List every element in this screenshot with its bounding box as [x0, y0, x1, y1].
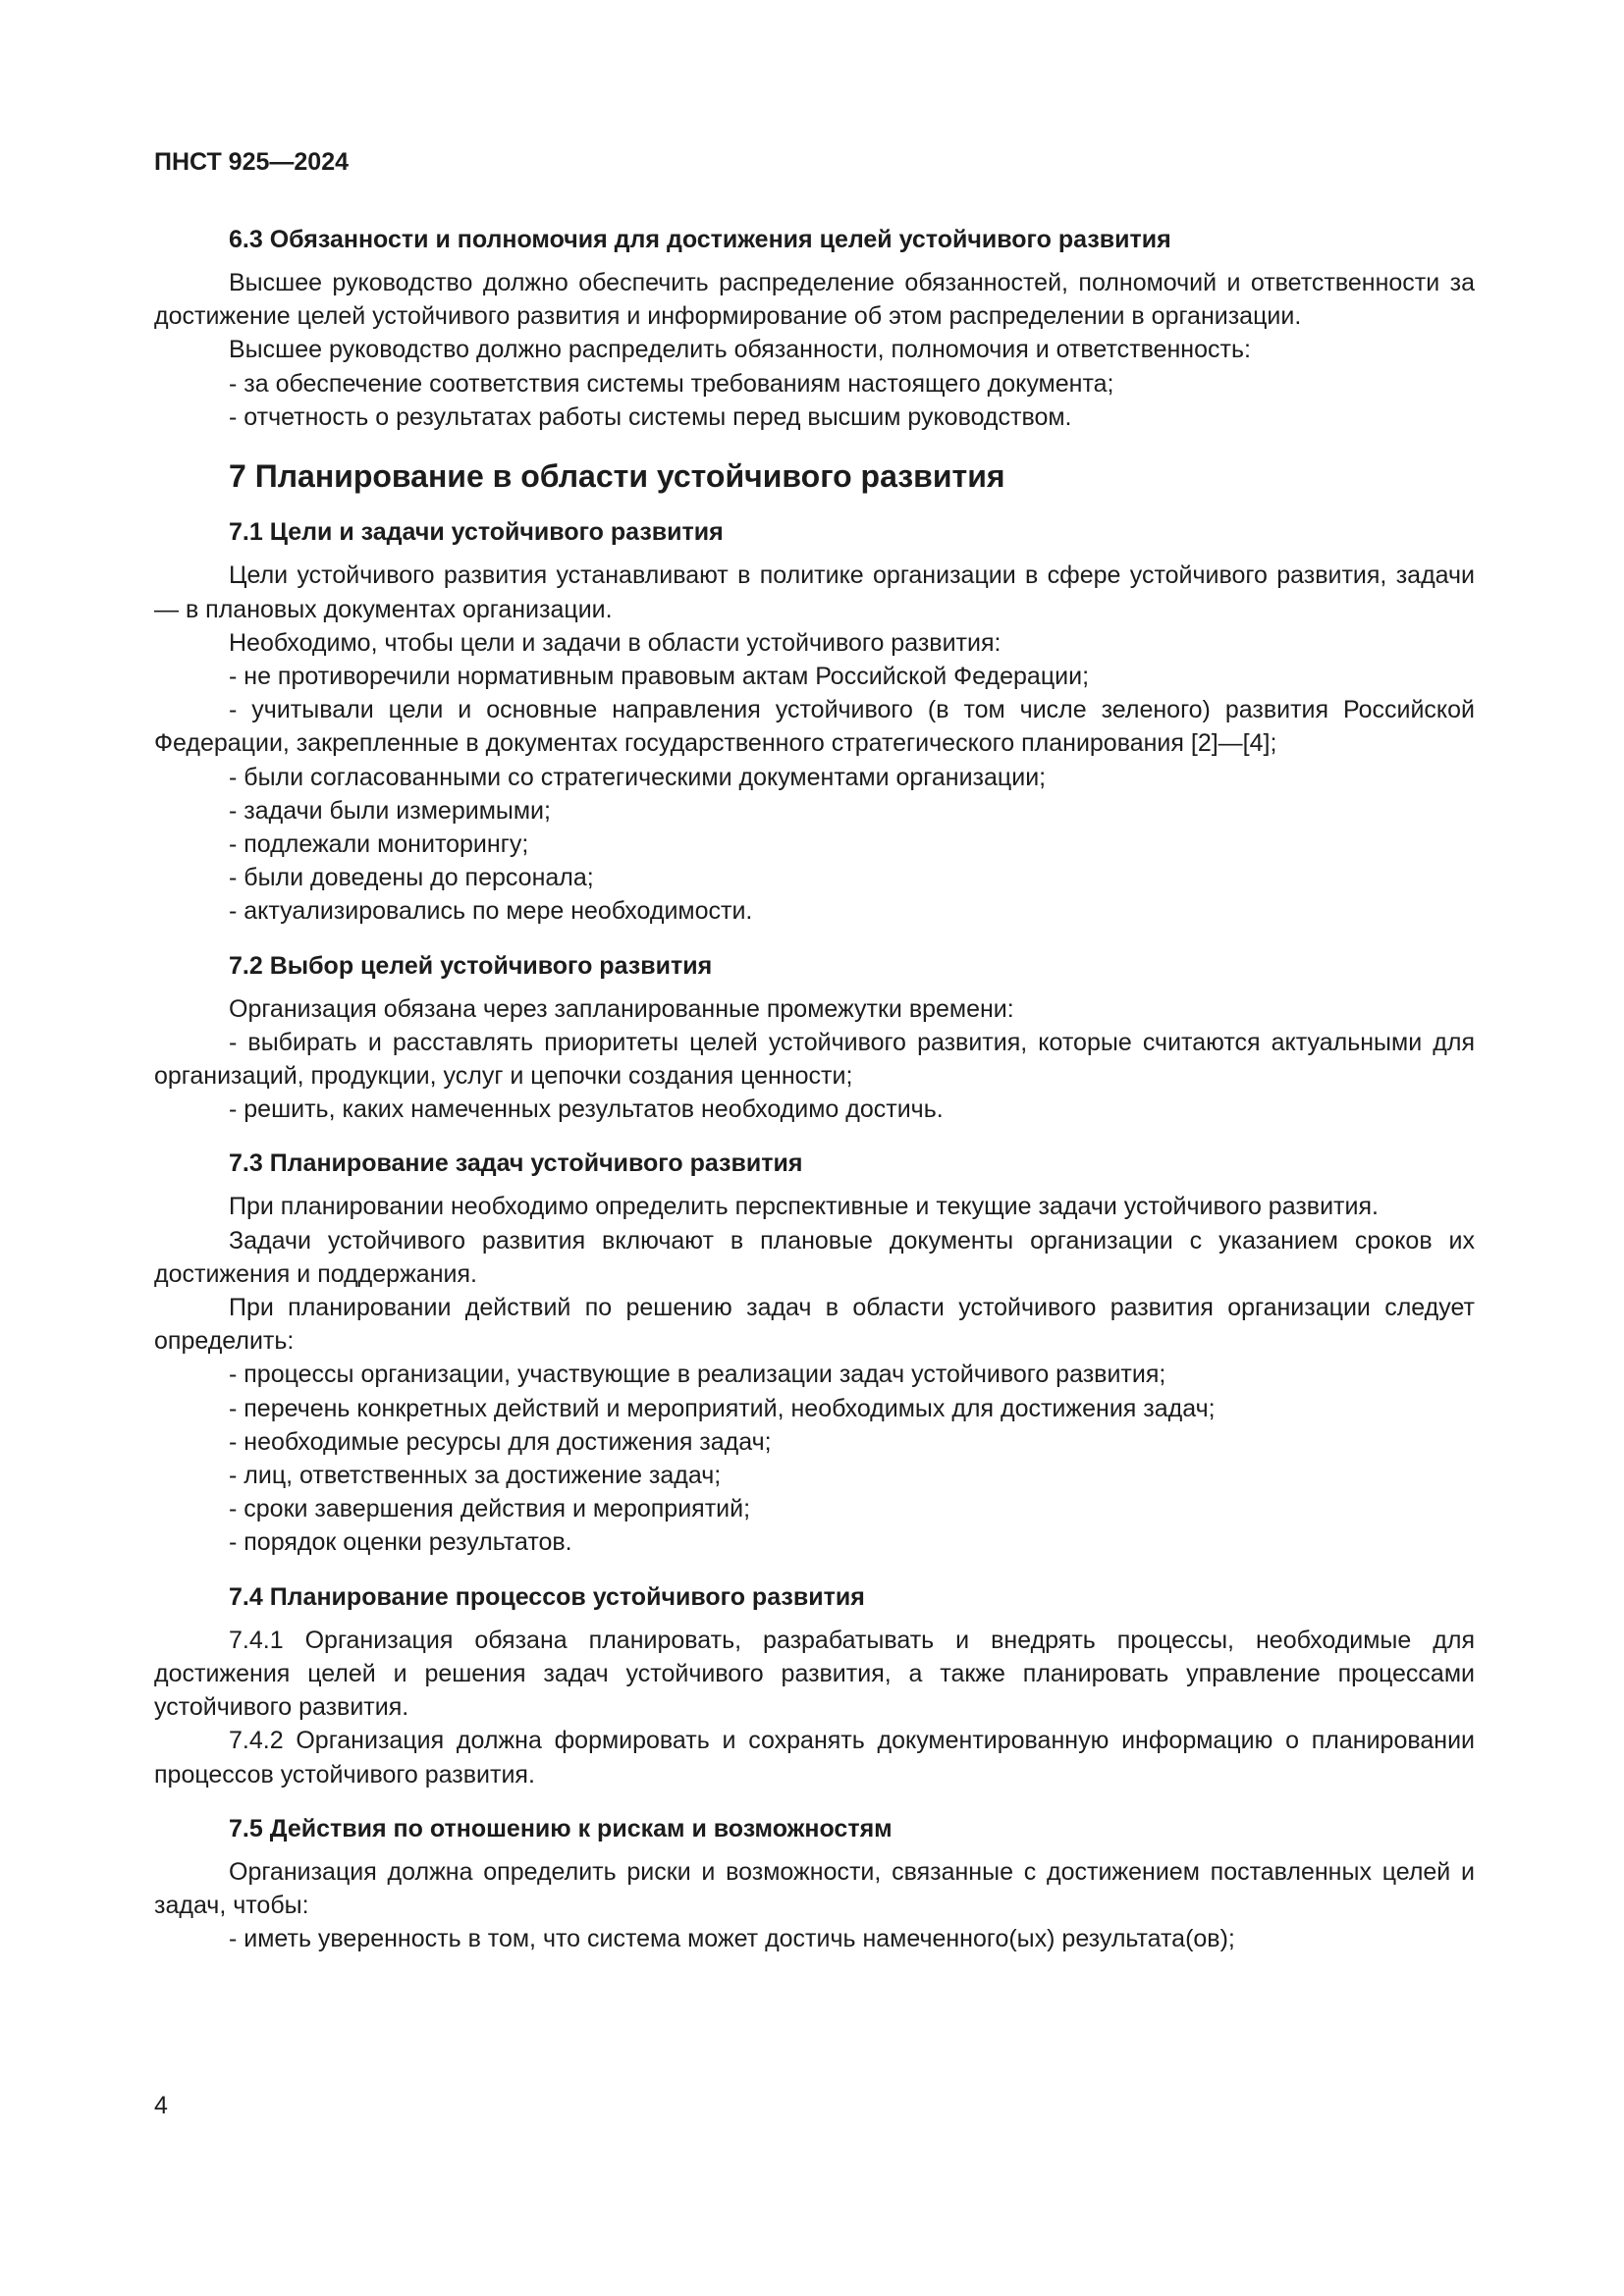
paragraph: При планировании необходимо определить перспективные и текущие задачи устойчивого развития.: [229, 1193, 1379, 1221]
section-7-4: [154, 1581, 1475, 1791]
list-item: - выбирать и расставлять приоритеты целей устойчивого развития, которые считаются актуальными для организаций, продукции, услуг и цепочки создания ценности;: [154, 1028, 1475, 1091]
paragraph: Высшее руководство должно обеспечить распределение обязанностей, полномочий и ответственности за достижение целей устойчивого развития и информирование об этом распределении в организации.: [154, 269, 1475, 331]
section-7-5: [154, 1813, 1475, 1956]
paragraph: Цели устойчивого развития устанавливают в политике организации в сфере устойчивого развития, задачи — в плановых документах организации.: [154, 561, 1475, 623]
paragraph: 7.4.1 Организация обязана планировать, разрабатывать и внедрять процессы, необходимые для достижения целей и решения задач устойчивого развития, а также планировать управление процессами устойчивого развития.: [154, 1626, 1475, 1722]
section-7-2: [154, 950, 1475, 1127]
list-item: - процессы организации, участвующие в реализации задач устойчивого развития;: [229, 1361, 1166, 1389]
list-item: - за обеспечение соответствия системы требованиям настоящего документа;: [229, 369, 1114, 398]
section-title: 7.2 Выбор целей устойчивого развития: [229, 951, 713, 980]
section-6-3: [154, 224, 1475, 434]
paragraph: 7.4.2 Организация должна формировать и сохранять документированную информацию о планировании процессов устойчивого развития.: [154, 1727, 1475, 1789]
list-item: - были доведены до персонала;: [229, 864, 594, 892]
list-item: - лиц, ответственных за достижение задач;: [229, 1462, 722, 1490]
document-page: [154, 147, 1475, 1967]
section-title: 6.3 Обязанности и полномочия для достижения целей устойчивого развития: [229, 226, 1171, 253]
page-number: 4: [154, 2092, 168, 2119]
section-title: 7.4 Планирование процессов устойчивого развития: [229, 1582, 865, 1611]
section-title: 7.3 Планирование задач устойчивого развития: [229, 1149, 803, 1178]
chapter-title: 7 Планирование в области устойчивого развития: [229, 458, 1005, 495]
section-title: 7.5 Действия по отношению к рискам и возможностям: [229, 1814, 893, 1842]
list-item: - перечень конкретных действий и мероприятий, необходимых для достижения задач;: [229, 1394, 1216, 1422]
paragraph: Высшее руководство должно распределить обязанности, полномочия и ответственность:: [229, 336, 1251, 364]
list-item: - решить, каких намеченных результатов необходимо достичь.: [229, 1095, 944, 1124]
list-item: - необходимые ресурсы для достижения задач;: [229, 1427, 772, 1456]
list-item: - сроки завершения действия и мероприятий;: [229, 1495, 751, 1523]
document-header: ПНСТ 925—2024: [154, 148, 349, 176]
list-item: - задачи были измеримыми;: [229, 796, 551, 825]
paragraph: Задачи устойчивого развития включают в плановые документы организации с указанием сроков их достижения и поддержания.: [154, 1226, 1475, 1288]
section-7-3: [154, 1148, 1475, 1559]
paragraph: Необходимо, чтобы цели и задачи в области устойчивого развития:: [229, 628, 1001, 657]
list-item: - иметь уверенность в том, что система может достичь намеченного(ых) результата(ов);: [229, 1925, 1235, 1953]
list-item: - актуализировались по мере необходимости.: [229, 897, 753, 926]
paragraph: Организация обязана через запланированные промежутки времени:: [229, 994, 1014, 1023]
list-item: - порядок оценки результатов.: [229, 1528, 572, 1557]
list-item: - не противоречили нормативным правовым актам Российской Федерации;: [229, 663, 1090, 691]
paragraph: Организация должна определить риски и возможности, связанные с достижением поставленных целей и задач, чтобы:: [154, 1857, 1475, 1919]
list-item: - были согласованными со стратегическими документами организации;: [229, 763, 1047, 791]
list-item: - учитывали цели и основные направления устойчивого (в том числе зеленого) развития Российской Федерации, закрепленные в документах государственного стратегического планирования [2]—[4];: [154, 696, 1475, 758]
list-item: - подлежали мониторингу;: [229, 830, 529, 859]
list-item: - отчетность о результатах работы системы перед высшим руководством.: [229, 402, 1072, 431]
section-7-1: [154, 516, 1475, 928]
section-title: 7.1 Цели и задачи устойчивого развития: [229, 518, 724, 547]
paragraph: При планировании действий по решению задач в области устойчивого развития организации следует определить:: [154, 1294, 1475, 1356]
